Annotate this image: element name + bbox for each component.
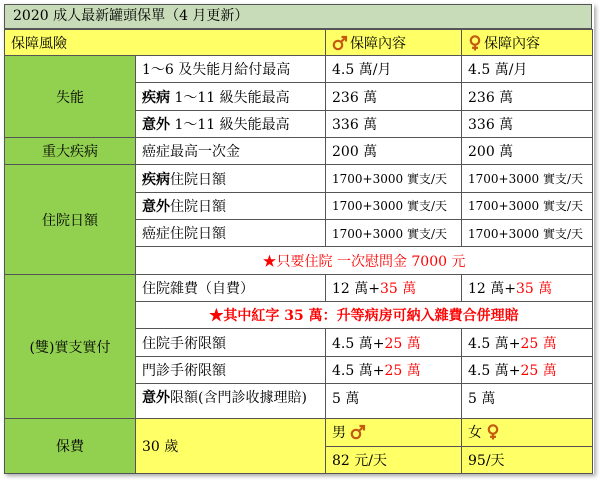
value-base: 12 萬+ <box>468 280 516 297</box>
category-disability: 失能 <box>5 56 136 138</box>
age-cell: 30 歲 <box>136 419 326 474</box>
item-text: 住院日額 <box>170 198 226 215</box>
value-red: 35 萬 <box>516 280 553 297</box>
male-label: 男 <box>332 425 346 442</box>
category-critical-illness: 重大疾病 <box>5 138 136 165</box>
female-premium: 95/天 <box>462 446 593 473</box>
item-cell: 住院雜費（自費） <box>136 274 326 301</box>
male-cell: 236 萬 <box>326 83 462 110</box>
female-cell: 1700+3000 實支/天 <box>462 192 593 219</box>
male-cell: 1700+3000 實支/天 <box>326 165 462 192</box>
item-bold: 疾病 <box>142 89 170 106</box>
value-red: 25 萬 <box>384 362 421 379</box>
item-cell: 癌症住院日額 <box>136 220 326 247</box>
header-row <box>5 30 593 56</box>
item-cell: 住院手術限額 <box>136 329 326 356</box>
male-cell: 1700+3000 實支/天 <box>326 220 462 247</box>
male-symbol-icon <box>350 424 366 440</box>
category-reimbursement: (雙)實支實付 <box>5 274 136 419</box>
female-cell: 236 萬 <box>462 83 593 110</box>
table-row <box>5 138 593 165</box>
category-hospital-daily: 住院日額 <box>5 165 136 274</box>
item-cell <box>136 83 326 110</box>
male-label-cell <box>326 419 462 446</box>
item-cell: 門診手術限額 <box>136 356 326 383</box>
value-base: 12 萬+ <box>332 280 380 297</box>
value-base: 4.5 萬+ <box>332 335 385 352</box>
female-label-cell <box>462 419 593 446</box>
item-text: 住院日額 <box>170 171 226 188</box>
male-cell: 1700+3000 實支/天 <box>326 192 462 219</box>
item-cell: 1～6 及失能月給付最高 <box>136 56 326 83</box>
item-bold: 意外 <box>142 390 170 407</box>
male-cell: 5 萬 <box>326 384 462 419</box>
item-bold: 意外 <box>142 198 170 215</box>
female-cell <box>462 274 593 301</box>
item-text: 1～11 級失能最高 <box>170 116 290 133</box>
header-female <box>462 30 593 56</box>
page-title: 2020 成人最新罐頭保單（4 月更新） <box>4 4 592 29</box>
value-red: 25 萬 <box>384 335 421 352</box>
item-bold: 疾病 <box>142 171 170 188</box>
value-red: 25 萬 <box>520 335 557 352</box>
item-cell <box>136 384 326 419</box>
male-cell: 4.5 萬/月 <box>326 56 462 83</box>
value-base: 4.5 萬+ <box>332 362 385 379</box>
header-male-label: 保障內容 <box>350 35 406 52</box>
male-premium: 82 元/天 <box>326 446 462 473</box>
header-male <box>326 30 462 56</box>
header-risk: 保障風險 <box>5 30 326 56</box>
item-cell <box>136 110 326 137</box>
female-symbol-icon <box>486 424 500 440</box>
hospital-note: ★只要住院 一次慰問金 7000 元 <box>136 247 593 274</box>
male-cell: 200 萬 <box>326 138 462 165</box>
male-cell: 336 萬 <box>326 110 462 137</box>
item-cell: 癌症最高一次金 <box>136 138 326 165</box>
table-row <box>5 165 593 192</box>
male-cell <box>326 329 462 356</box>
category-premium: 保費 <box>5 419 136 474</box>
female-cell: 1700+3000 實支/天 <box>462 220 593 247</box>
reimbursement-note: ★其中紅字 35 萬：升等病房可納入雜費合併理賠 <box>136 302 593 329</box>
female-cell <box>462 329 593 356</box>
value-red: 25 萬 <box>520 362 557 379</box>
male-symbol-icon <box>332 35 348 51</box>
header-female-label: 保障內容 <box>484 35 540 52</box>
item-text: 限額(含門診收據理賠) <box>170 390 307 407</box>
insurance-table <box>4 29 593 474</box>
table-row <box>5 274 593 301</box>
item-cell <box>136 192 326 219</box>
female-label: 女 <box>468 425 482 442</box>
female-cell: 336 萬 <box>462 110 593 137</box>
female-cell: 4.5 萬/月 <box>462 56 593 83</box>
item-bold: 意外 <box>142 116 170 133</box>
male-cell <box>326 274 462 301</box>
value-base: 4.5 萬+ <box>468 335 521 352</box>
female-cell: 5 萬 <box>462 384 593 419</box>
female-cell: 200 萬 <box>462 138 593 165</box>
item-text: 1～11 級失能最高 <box>170 89 290 106</box>
table-row <box>5 56 593 83</box>
value-base: 4.5 萬+ <box>468 362 521 379</box>
value-red: 35 萬 <box>380 280 417 297</box>
male-cell <box>326 356 462 383</box>
female-cell: 1700+3000 實支/天 <box>462 165 593 192</box>
table-row <box>5 419 593 446</box>
female-cell <box>462 356 593 383</box>
female-symbol-icon <box>468 35 482 51</box>
item-cell <box>136 165 326 192</box>
